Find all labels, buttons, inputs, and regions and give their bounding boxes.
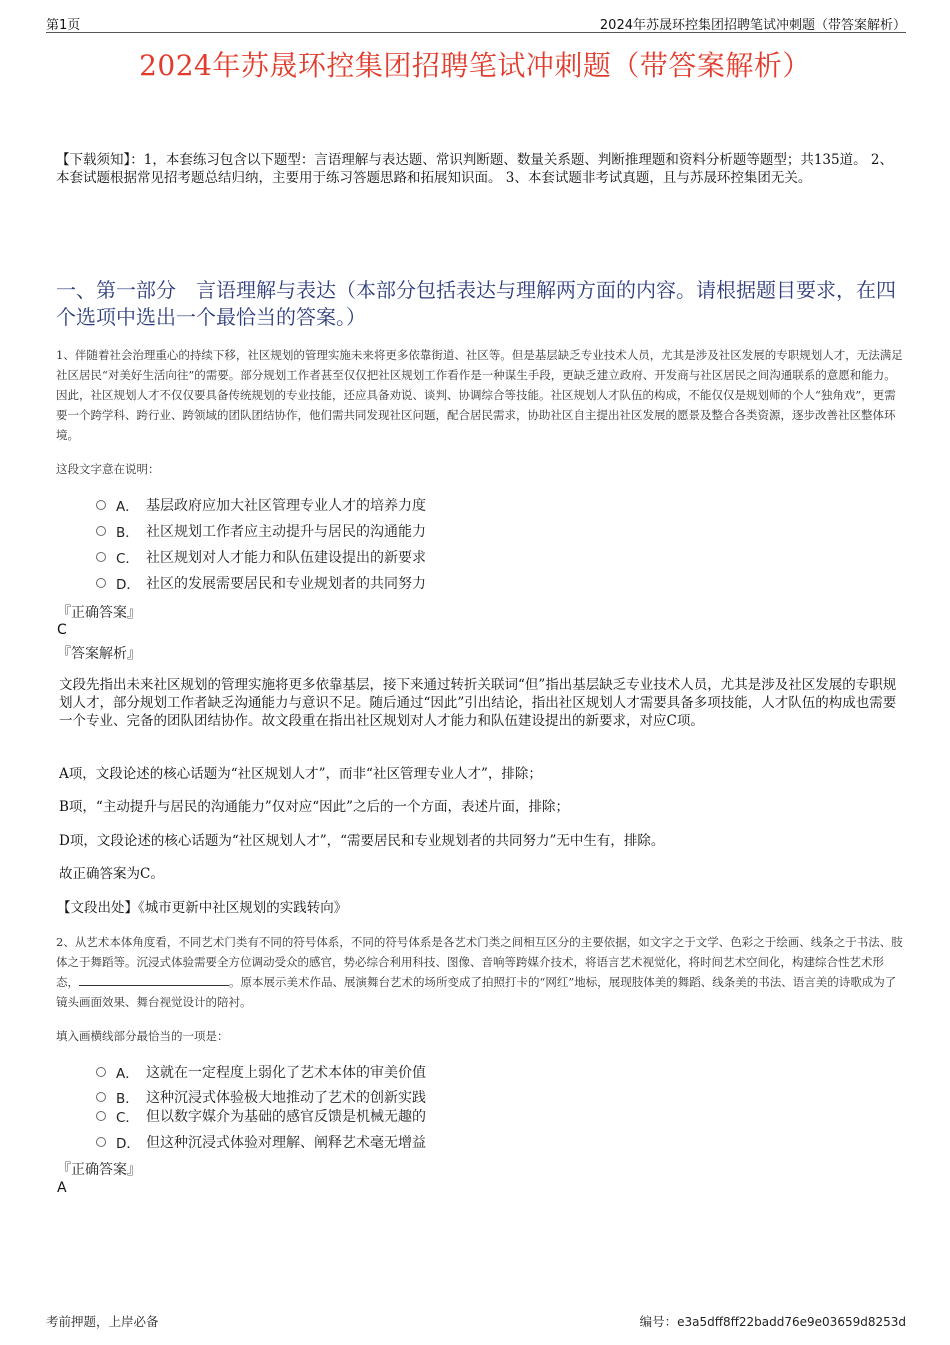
download-notice: 【下载须知】：1，本套练习包含以下题型：言语理解与表达题、常识判断题、数量关系题、判断推理题和资料分析题等题型；共135道。 2、本套试题根据常见招考题总结归纳，主要用于练习答题思路和拓展知识面。 3、本套试题非考试真题，且与苏晟环控集团无关。 [56,152,893,186]
radio-icon[interactable] [96,578,106,588]
radio-icon[interactable] [96,526,106,536]
q1-analysis-d: D项，文段论述的核心话题为“社区规划人才”，“需要居民和专业规划者的共同努力”无中生有，排除。 [59,833,665,849]
q1-source: 【文段出处】《城市更新中社区规划的实践转向》 [57,900,348,916]
q1-option-c[interactable] [96,546,696,568]
q1-option-a[interactable] [96,494,696,516]
footer-code-value: e3a5dff8ff22badd76e9e03659d8253d [677,1315,906,1329]
radio-icon[interactable] [96,500,106,510]
q1-analysis-b: B项，“主动提升与居民的沟通能力”仅对应“因此”之后的一个方面，表述片面，排除； [59,799,570,815]
q2-text-before: 2、从艺术本体角度看，不同艺术门类有不同的符号体系，不同的符号体系是各艺术门类之间相互区分的主要依据，如文字之于文学、色彩之于绘画、线条之于书法、肢体之于舞蹈等。沉浸式体验需要全方位调动受众的感官，势必综合利用科技、图像、音响等跨媒介技术，将语言艺术视觉化，将时间艺术空间化，构建综合性艺术形态， [56,935,903,989]
option-text: 但这种沉浸式体验对理解、阐释艺术毫无增益 [146,1135,426,1151]
running-title: 2024年苏晟环控集团招聘笔试冲刺题（带答案解析） [599,18,906,33]
option-letter: C． [116,1110,139,1126]
q1-option-d[interactable] [96,572,696,594]
option-text: 社区规划工作者应主动提升与居民的沟通能力 [146,524,426,540]
option-letter: A． [116,499,139,515]
radio-icon[interactable] [96,552,106,562]
option-text: 但以数字媒介为基础的感官反馈是机械无趣的 [146,1109,426,1125]
q2-option-c[interactable] [96,1105,696,1127]
option-text: 社区规划对人才能力和队伍建设提出的新要求 [146,550,426,566]
radio-icon[interactable] [96,1137,106,1147]
q2-option-d[interactable] [96,1131,696,1153]
option-text: 基层政府应加大社区管理专业人才的培养力度 [146,498,426,514]
q2-answer-label: 『正确答案』 [57,1162,141,1178]
option-text: 这就在一定程度上弱化了艺术本体的审美价值 [146,1065,426,1081]
q1-analysis-conclusion: 故正确答案为C。 [59,866,164,882]
radio-icon[interactable] [96,1111,106,1121]
q2-answer: A [57,1180,67,1196]
footer-code-label: 编号： [639,1314,678,1329]
q2-option-a[interactable] [96,1061,696,1083]
document-title: 2024年苏晟环控集团招聘笔试冲刺题（带答案解析） [139,49,811,82]
radio-icon[interactable] [96,1067,106,1077]
footer-code [640,1312,906,1330]
q2-text-after: 。原本展示美术作品、展演舞台艺术的场所变成了拍照打卡的“网红”地标，展现肢体美的舞蹈、线条美的书法、语言美的诗歌成为了镜头画面效果、舞台视觉设计的陪衬。 [56,975,897,1009]
header-divider [46,32,906,33]
footer-slogan: 考前押题，上岸必备 [46,1314,159,1329]
option-letter: B． [116,1091,139,1107]
q1-analysis-summary: 文段先指出未来社区规划的管理实施将更多依靠基层，接下来通过转折关联词“但”指出基层缺乏专业技术人员，尤其是涉及社区发展的专职规划人才，部分规划工作者缺乏沟通能力与意识不足。随后通过“因此”引出结论，指出社区规划人才需要具备多项技能，人才队伍的构成也需要一个专业、完备的团队团结协作。故文段重在指出社区规划对人才能力和队伍建设提出的新要求，对应C项。 [59,677,897,729]
option-letter: C． [116,551,139,567]
option-letter: D． [116,1136,140,1152]
option-text: 这种沉浸式体验极大地推动了艺术的创新实践 [146,1090,426,1106]
option-text: 社区的发展需要居民和专业规划者的共同努力 [146,576,426,592]
question-2-prompt: 填入画横线部分最恰当的一项是： [56,1029,229,1043]
question-1-prompt: 这段文字意在说明： [56,462,160,476]
q1-analysis-label: 『答案解析』 [57,646,141,662]
question-2-text [56,932,906,1012]
option-letter: A． [116,1066,139,1082]
option-letter: B． [116,525,139,541]
q1-answer: C [57,622,67,638]
q1-answer-label: 『正确答案』 [57,605,141,621]
fill-blank [79,973,229,986]
q1-analysis-a: A项，文段论述的核心话题为“社区规划人才”，而非“社区管理专业人才”，排除； [59,766,542,782]
radio-icon[interactable] [96,1092,106,1102]
q1-option-b[interactable] [96,520,696,542]
question-1-text: 1、伴随着社会治理重心的持续下移，社区规划的管理实施未来将更多依靠街道、社区等。但是基层缺乏专业技术人员，尤其是涉及社区发展的专职规划人才，无法满足社区居民“对美好生活向往”的需要。部分规划工作者甚至仅仅把社区规划工作看作是一种谋生手段，更缺乏建立政府、开发商与社区居民之间沟通联系的意愿和能力。因此，社区规划人才不仅仅要具备传统规划的专业技能，还应具备劝说、谈判、协调综合等技能。社区规划人才队伍的构成，不能仅仅是规划师的个人“独角戏”，更需要一个跨学科、跨行业、跨领域的团队团结协作，他们需共同发现社区问题，配合居民需求，协助社区自主提出社区发展的愿景及整合各类资源，逐步改善社区整体环境。 [56,348,903,442]
option-letter: D． [116,577,140,593]
page-number: 第1页 [46,18,81,33]
section-heading: 一、第一部分 言语理解与表达（本部分包括表达与理解两方面的内容。请根据题目要求，在四个选项中选出一个最恰当的答案。） [56,278,896,329]
